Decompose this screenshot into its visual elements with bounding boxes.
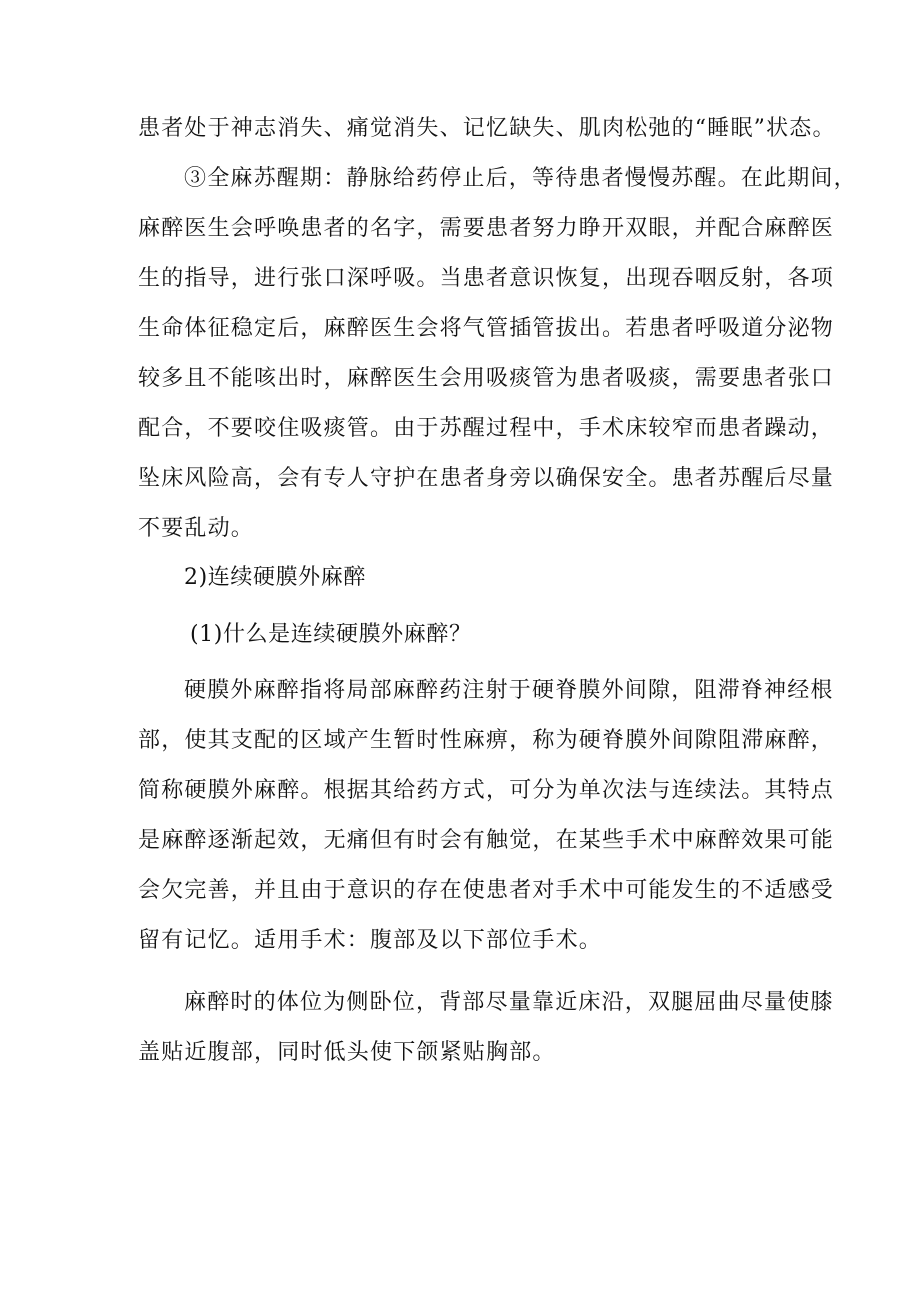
- text-line: 留有记忆。适用手术：腹部及以下部位手术。: [138, 928, 603, 953]
- text-line: 盖贴近腹部，同时低头使下颌紧贴胸部。: [138, 1040, 556, 1065]
- subsection-heading: (1)什么是连续硬膜外麻醉？: [190, 622, 472, 647]
- text-line: 麻醉时的体位为侧卧位，背部尽量靠近床沿，双腿屈曲尽量使膝: [184, 990, 834, 1015]
- section-heading: 2)连续硬膜外麻醉: [184, 565, 366, 590]
- text-line: 会欠完善，并且由于意识的存在使患者对手术中可能发生的不适感受: [138, 878, 835, 903]
- text-line: 患者处于神志消失、痛觉消失、记忆缺失、肌肉松弛的“睡眠”状态。: [138, 116, 836, 141]
- text-line: 是麻醉逐渐起效，无痛但有时会有触觉，在某些手术中麻醉效果可能: [138, 828, 835, 853]
- text-line: 部，使其支配的区域产生暂时性麻痹，称为硬脊膜外间隙阻滞麻醉，: [138, 728, 835, 753]
- text-line: 较多且不能咳出时，麻醉医生会用吸痰管为患者吸痰，需要患者张口: [138, 366, 835, 391]
- text-line: ③全麻苏醒期：静脉给药停止后，等待患者慢慢苏醒。在此期间，: [184, 166, 857, 191]
- text-line: 坠床风险高，会有专人守护在患者身旁以确保安全。患者苏醒后尽量: [138, 466, 835, 491]
- text-line: 生命体征稳定后，麻醉医生会将气管插管拔出。若患者呼吸道分泌物: [138, 316, 835, 341]
- text-line: 配合，不要咬住吸痰管。由于苏醒过程中，手术床较窄而患者躁动，: [138, 416, 835, 441]
- text-line: 不要乱动。: [138, 516, 255, 541]
- text-line: 硬膜外麻醉指将局部麻醉药注射于硬脊膜外间隙，阻滞脊神经根: [184, 678, 834, 703]
- text-line: 麻醉医生会呼唤患者的名字，需要患者努力睁开双眼，并配合麻醉医: [138, 216, 835, 241]
- text-line: 生的指导，进行张口深呼吸。当患者意识恢复，出现吞咽反射，各项: [138, 266, 835, 291]
- text-line: 简称硬膜外麻醉。根据其给药方式，可分为单次法与连续法。其特点: [138, 778, 835, 803]
